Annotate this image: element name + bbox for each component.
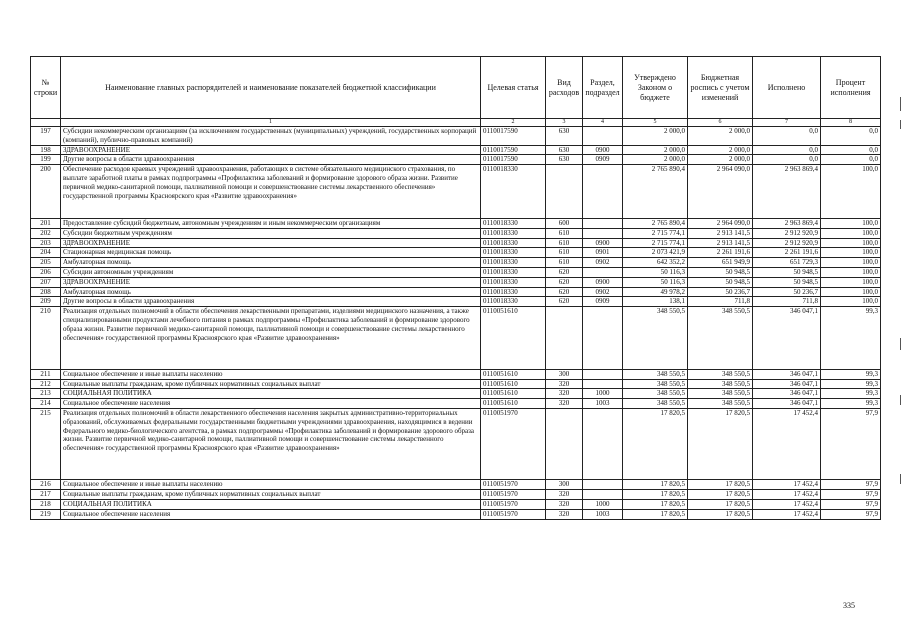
row-number-cell: 203 bbox=[31, 238, 61, 248]
approved-amount-cell: 348 550,5 bbox=[623, 399, 688, 409]
expense-kind-cell: 630 bbox=[546, 145, 583, 155]
percent-cell: 100,0 bbox=[821, 287, 881, 297]
row-number-cell: 207 bbox=[31, 277, 61, 287]
target-article-cell: 0110051970 bbox=[481, 509, 546, 519]
percent-cell: 100,0 bbox=[821, 277, 881, 287]
expense-kind-cell bbox=[546, 165, 583, 219]
table-row bbox=[31, 499, 881, 509]
table-row bbox=[31, 238, 881, 248]
target-article-cell: 0110051610 bbox=[481, 369, 546, 379]
indicator-name-cell: ЗДРАВООХРАНЕНИЕ bbox=[61, 145, 481, 155]
table-row bbox=[31, 509, 881, 519]
executed-amount-cell: 346 047,1 bbox=[753, 379, 821, 389]
row-number-cell: 197 bbox=[31, 127, 61, 146]
target-article-cell: 0110051610 bbox=[481, 379, 546, 389]
table-row bbox=[31, 389, 881, 399]
executed-amount-cell: 50 948,5 bbox=[753, 277, 821, 287]
target-article-cell: 0110018330 bbox=[481, 218, 546, 228]
target-article-cell: 0110018330 bbox=[481, 277, 546, 287]
schedule-amount-cell: 50 236,7 bbox=[688, 287, 753, 297]
percent-cell: 99,3 bbox=[821, 389, 881, 399]
page-number: 335 bbox=[843, 601, 855, 610]
column-number: 4 bbox=[583, 119, 623, 127]
row-number-cell: 204 bbox=[31, 248, 61, 258]
approved-amount-cell: 348 550,5 bbox=[623, 379, 688, 389]
percent-cell: 100,0 bbox=[821, 218, 881, 228]
table-row bbox=[31, 258, 881, 268]
percent-cell: 0,0 bbox=[821, 127, 881, 146]
indicator-name-cell: Субсидии автономным учреждениям bbox=[61, 267, 481, 277]
table-row bbox=[31, 490, 881, 500]
expense-kind-cell: 300 bbox=[546, 480, 583, 490]
indicator-name-cell: Стационарная медицинская помощь bbox=[61, 248, 481, 258]
table-row bbox=[31, 408, 881, 479]
row-number-cell: 213 bbox=[31, 389, 61, 399]
schedule-amount-cell: 2 000,0 bbox=[688, 145, 753, 155]
schedule-amount-cell: 2 261 191,6 bbox=[688, 248, 753, 258]
approved-amount-cell: 50 116,3 bbox=[623, 267, 688, 277]
budget-execution-table bbox=[30, 56, 881, 520]
indicator-name-cell: Реализация отдельных полномочий в области лекарственного обеспечения населения закрытых административно-территориальных образований, обслуживаемых федеральными государственными бюджетными учреждениями здравоохранения, находящимися в ведении Федерального медико-биологического агентства, в рамках подпрограммы «Профилактика заболеваний и формирование здорового образа жизни. Развитие первичной медико-санитарной помощи, паллиативной помощи и совершенствование системы лекарственного обеспечения» государственной программы Красноярского края «Развитие здравоохранения» bbox=[61, 408, 481, 479]
section-cell: 0909 bbox=[583, 155, 623, 165]
row-number-cell: 208 bbox=[31, 287, 61, 297]
executed-amount-cell: 50 236,7 bbox=[753, 287, 821, 297]
scan-edge-mark bbox=[900, 97, 901, 111]
row-number-cell: 205 bbox=[31, 258, 61, 268]
target-article-cell: 0110018330 bbox=[481, 248, 546, 258]
schedule-amount-cell: 50 948,5 bbox=[688, 277, 753, 287]
target-article-cell: 0110051610 bbox=[481, 399, 546, 409]
header-executed: Исполнено bbox=[753, 57, 821, 119]
percent-cell: 100,0 bbox=[821, 258, 881, 268]
approved-amount-cell: 138,1 bbox=[623, 297, 688, 307]
executed-amount-cell: 2 261 191,6 bbox=[753, 248, 821, 258]
row-number-cell: 201 bbox=[31, 218, 61, 228]
row-number-cell: 202 bbox=[31, 228, 61, 238]
approved-amount-cell: 50 116,3 bbox=[623, 277, 688, 287]
approved-amount-cell: 17 820,5 bbox=[623, 509, 688, 519]
approved-amount-cell: 642 352,2 bbox=[623, 258, 688, 268]
executed-amount-cell: 2 912 920,9 bbox=[753, 228, 821, 238]
header-percent: Процент исполнения bbox=[821, 57, 881, 119]
expense-kind-cell: 620 bbox=[546, 297, 583, 307]
schedule-amount-cell: 2 964 090,0 bbox=[688, 218, 753, 228]
approved-amount-cell: 2 765 890,4 bbox=[623, 165, 688, 219]
table-row bbox=[31, 369, 881, 379]
expense-kind-cell: 630 bbox=[546, 127, 583, 146]
column-number: 1 bbox=[61, 119, 481, 127]
schedule-amount-cell: 2 913 141,5 bbox=[688, 228, 753, 238]
target-article-cell: 0110018330 bbox=[481, 287, 546, 297]
schedule-amount-cell: 2 913 141,5 bbox=[688, 238, 753, 248]
table-row bbox=[31, 379, 881, 389]
row-number-cell: 206 bbox=[31, 267, 61, 277]
table-row bbox=[31, 145, 881, 155]
indicator-name-cell: Субсидии некоммерческим организациям (за исключением государственных (муниципальных) учреждений, государственных корпораций (компаний), публично-правовых компаний) bbox=[61, 127, 481, 146]
indicator-name-cell: Социальное обеспечение и иные выплаты населению bbox=[61, 480, 481, 490]
row-number-cell: 219 bbox=[31, 509, 61, 519]
executed-amount-cell: 17 452,4 bbox=[753, 408, 821, 479]
executed-amount-cell: 17 452,4 bbox=[753, 499, 821, 509]
indicator-name-cell: ЗДРАВООХРАНЕНИЕ bbox=[61, 238, 481, 248]
column-number: 8 bbox=[821, 119, 881, 127]
schedule-amount-cell: 2 964 090,0 bbox=[688, 165, 753, 219]
target-article-cell: 0110018330 bbox=[481, 297, 546, 307]
executed-amount-cell: 2 963 869,4 bbox=[753, 165, 821, 219]
approved-amount-cell: 49 978,2 bbox=[623, 287, 688, 297]
column-number bbox=[31, 119, 61, 127]
percent-cell: 100,0 bbox=[821, 228, 881, 238]
section-cell: 0900 bbox=[583, 238, 623, 248]
executed-amount-cell: 0,0 bbox=[753, 155, 821, 165]
expense-kind-cell: 320 bbox=[546, 490, 583, 500]
approved-amount-cell: 2 715 774,1 bbox=[623, 238, 688, 248]
expense-kind-cell: 610 bbox=[546, 258, 583, 268]
row-number-cell: 211 bbox=[31, 369, 61, 379]
schedule-amount-cell: 17 820,5 bbox=[688, 408, 753, 479]
section-cell bbox=[583, 408, 623, 479]
section-cell bbox=[583, 267, 623, 277]
section-cell: 1003 bbox=[583, 509, 623, 519]
table-row bbox=[31, 277, 881, 287]
approved-amount-cell: 17 820,5 bbox=[623, 499, 688, 509]
section-cell: 0909 bbox=[583, 297, 623, 307]
section-cell bbox=[583, 490, 623, 500]
indicator-name-cell: СОЦИАЛЬНАЯ ПОЛИТИКА bbox=[61, 499, 481, 509]
executed-amount-cell: 17 452,4 bbox=[753, 490, 821, 500]
percent-cell: 99,3 bbox=[821, 379, 881, 389]
schedule-amount-cell: 17 820,5 bbox=[688, 490, 753, 500]
header-target-article: Целевая статья bbox=[481, 57, 546, 119]
row-number-cell: 210 bbox=[31, 307, 61, 370]
percent-cell: 99,3 bbox=[821, 369, 881, 379]
section-cell bbox=[583, 218, 623, 228]
schedule-amount-cell: 711,8 bbox=[688, 297, 753, 307]
percent-cell: 0,0 bbox=[821, 145, 881, 155]
section-cell bbox=[583, 127, 623, 146]
expense-kind-cell bbox=[546, 408, 583, 479]
section-cell bbox=[583, 228, 623, 238]
percent-cell: 0,0 bbox=[821, 155, 881, 165]
schedule-amount-cell: 348 550,5 bbox=[688, 399, 753, 409]
table-row bbox=[31, 218, 881, 228]
section-cell bbox=[583, 165, 623, 219]
expense-kind-cell: 620 bbox=[546, 287, 583, 297]
schedule-amount-cell: 17 820,5 bbox=[688, 480, 753, 490]
target-article-cell: 0110051970 bbox=[481, 480, 546, 490]
approved-amount-cell: 17 820,5 bbox=[623, 408, 688, 479]
approved-amount-cell: 2 073 421,9 bbox=[623, 248, 688, 258]
table-row bbox=[31, 307, 881, 370]
indicator-name-cell: Реализация отдельных полномочий в области обеспечения лекарственными препаратами, изделиями медицинского назначения, а также специализированными продуктами лечебного питания в рамках подпрограммы «Профилактика заболеваний и формирование здорового образа жизни. Развитие первичной медико-санитарной помощи, паллиативной помощи и совершенствование системы лекарственного обеспечения» государственной программы Красноярского края «Развитие здравоохранения» bbox=[61, 307, 481, 370]
schedule-amount-cell: 50 948,5 bbox=[688, 267, 753, 277]
indicator-name-cell: Социальное обеспечение населения bbox=[61, 399, 481, 409]
approved-amount-cell: 2 765 890,4 bbox=[623, 218, 688, 228]
row-number-cell: 215 bbox=[31, 408, 61, 479]
table-row bbox=[31, 267, 881, 277]
target-article-cell: 0110051970 bbox=[481, 490, 546, 500]
target-article-cell: 0110018330 bbox=[481, 228, 546, 238]
section-cell bbox=[583, 480, 623, 490]
expense-kind-cell: 320 bbox=[546, 389, 583, 399]
executed-amount-cell: 346 047,1 bbox=[753, 369, 821, 379]
percent-cell: 97,9 bbox=[821, 490, 881, 500]
row-number-cell: 212 bbox=[31, 379, 61, 389]
column-number-row bbox=[31, 119, 881, 127]
approved-amount-cell: 2 715 774,1 bbox=[623, 228, 688, 238]
table-row bbox=[31, 155, 881, 165]
percent-cell: 100,0 bbox=[821, 165, 881, 219]
schedule-amount-cell: 348 550,5 bbox=[688, 369, 753, 379]
approved-amount-cell: 2 000,0 bbox=[623, 155, 688, 165]
percent-cell: 100,0 bbox=[821, 248, 881, 258]
section-cell: 0901 bbox=[583, 248, 623, 258]
scan-edge-mark bbox=[900, 338, 901, 350]
percent-cell: 99,3 bbox=[821, 307, 881, 370]
section-cell: 0900 bbox=[583, 145, 623, 155]
target-article-cell: 0110018330 bbox=[481, 165, 546, 219]
indicator-name-cell: Социальное обеспечение населения bbox=[61, 509, 481, 519]
schedule-amount-cell: 2 000,0 bbox=[688, 127, 753, 146]
table-row bbox=[31, 127, 881, 146]
executed-amount-cell: 346 047,1 bbox=[753, 307, 821, 370]
approved-amount-cell: 17 820,5 bbox=[623, 480, 688, 490]
expense-kind-cell: 300 bbox=[546, 369, 583, 379]
column-number: 3 bbox=[546, 119, 583, 127]
indicator-name-cell: Социальное обеспечение и иные выплаты населению bbox=[61, 369, 481, 379]
header-approved: Утверждено Законом о бюджете bbox=[623, 57, 688, 119]
row-number-cell: 218 bbox=[31, 499, 61, 509]
schedule-amount-cell: 17 820,5 bbox=[688, 509, 753, 519]
column-number: 6 bbox=[688, 119, 753, 127]
percent-cell: 100,0 bbox=[821, 297, 881, 307]
expense-kind-cell: 320 bbox=[546, 509, 583, 519]
expense-kind-cell: 630 bbox=[546, 155, 583, 165]
percent-cell: 97,9 bbox=[821, 509, 881, 519]
approved-amount-cell: 17 820,5 bbox=[623, 490, 688, 500]
schedule-amount-cell: 348 550,5 bbox=[688, 307, 753, 370]
executed-amount-cell: 711,8 bbox=[753, 297, 821, 307]
section-cell bbox=[583, 379, 623, 389]
executed-amount-cell: 17 452,4 bbox=[753, 509, 821, 519]
section-cell: 1000 bbox=[583, 499, 623, 509]
column-number: 7 bbox=[753, 119, 821, 127]
indicator-name-cell: Обеспечение расходов краевых учреждений здравоохранения, работающих в системе обязательного медицинского страхования, по выплате заработной платы в рамках подпрограммы «Профилактика заболеваний и формирование здорового образа жизни. Развитие первичной медико-санитарной помощи, паллиативной помощи и совершенствование системы лекарственного обеспечения» государственной программы Красноярского края «Развитие здравоохранения» bbox=[61, 165, 481, 219]
section-cell: 0902 bbox=[583, 287, 623, 297]
section-cell bbox=[583, 369, 623, 379]
indicator-name-cell: Другие вопросы в области здравоохранения bbox=[61, 297, 481, 307]
expense-kind-cell: 610 bbox=[546, 248, 583, 258]
target-article-cell: 0110017590 bbox=[481, 155, 546, 165]
schedule-amount-cell: 348 550,5 bbox=[688, 389, 753, 399]
executed-amount-cell: 17 452,4 bbox=[753, 480, 821, 490]
approved-amount-cell: 2 000,0 bbox=[623, 127, 688, 146]
target-article-cell: 0110017590 bbox=[481, 145, 546, 155]
header-budget-schedule: Бюджетная роспись с учетом изменений bbox=[688, 57, 753, 119]
row-number-cell: 214 bbox=[31, 399, 61, 409]
section-cell: 1003 bbox=[583, 399, 623, 409]
indicator-name-cell: Другие вопросы в области здравоохранения bbox=[61, 155, 481, 165]
table-row bbox=[31, 480, 881, 490]
approved-amount-cell: 348 550,5 bbox=[623, 389, 688, 399]
schedule-amount-cell: 17 820,5 bbox=[688, 499, 753, 509]
executed-amount-cell: 0,0 bbox=[753, 145, 821, 155]
table-row bbox=[31, 165, 881, 219]
schedule-amount-cell: 348 550,5 bbox=[688, 379, 753, 389]
column-number: 2 bbox=[481, 119, 546, 127]
scan-edge-mark bbox=[900, 120, 901, 129]
percent-cell: 99,3 bbox=[821, 399, 881, 409]
executed-amount-cell: 50 948,5 bbox=[753, 267, 821, 277]
approved-amount-cell: 2 000,0 bbox=[623, 145, 688, 155]
expense-kind-cell bbox=[546, 307, 583, 370]
percent-cell: 97,9 bbox=[821, 499, 881, 509]
target-article-cell: 0110018330 bbox=[481, 238, 546, 248]
indicator-name-cell: Социальные выплаты гражданам, кроме публичных нормативных социальных выплат bbox=[61, 490, 481, 500]
expense-kind-cell: 620 bbox=[546, 267, 583, 277]
executed-amount-cell: 2 912 920,9 bbox=[753, 238, 821, 248]
row-number-cell: 209 bbox=[31, 297, 61, 307]
row-number-cell: 200 bbox=[31, 165, 61, 219]
target-article-cell: 0110017590 bbox=[481, 127, 546, 146]
table-row bbox=[31, 228, 881, 238]
indicator-name-cell: СОЦИАЛЬНАЯ ПОЛИТИКА bbox=[61, 389, 481, 399]
scan-edge-mark bbox=[900, 474, 901, 484]
header-name: Наименование главных распорядителей и наименование показателей бюджетной классификации bbox=[61, 57, 481, 119]
row-number-cell: 217 bbox=[31, 490, 61, 500]
table-row bbox=[31, 399, 881, 409]
row-number-cell: 199 bbox=[31, 155, 61, 165]
column-number: 5 bbox=[623, 119, 688, 127]
approved-amount-cell: 348 550,5 bbox=[623, 369, 688, 379]
target-article-cell: 0110018330 bbox=[481, 267, 546, 277]
indicator-name-cell: Амбулаторная помощь bbox=[61, 258, 481, 268]
header-row-number: № строки bbox=[31, 57, 61, 119]
indicator-name-cell: Амбулаторная помощь bbox=[61, 287, 481, 297]
section-cell bbox=[583, 307, 623, 370]
executed-amount-cell: 651 729,3 bbox=[753, 258, 821, 268]
expense-kind-cell: 320 bbox=[546, 499, 583, 509]
schedule-amount-cell: 2 000,0 bbox=[688, 155, 753, 165]
target-article-cell: 0110018330 bbox=[481, 258, 546, 268]
expense-kind-cell: 320 bbox=[546, 379, 583, 389]
expense-kind-cell: 610 bbox=[546, 238, 583, 248]
indicator-name-cell: Субсидии бюджетным учреждениям bbox=[61, 228, 481, 238]
executed-amount-cell: 346 047,1 bbox=[753, 399, 821, 409]
table-row bbox=[31, 287, 881, 297]
expense-kind-cell: 320 bbox=[546, 399, 583, 409]
section-cell: 0900 bbox=[583, 277, 623, 287]
executed-amount-cell: 346 047,1 bbox=[753, 389, 821, 399]
table-row bbox=[31, 297, 881, 307]
percent-cell: 97,9 bbox=[821, 480, 881, 490]
row-number-cell: 198 bbox=[31, 145, 61, 155]
target-article-cell: 0110051970 bbox=[481, 499, 546, 509]
percent-cell: 100,0 bbox=[821, 267, 881, 277]
indicator-name-cell: Социальные выплаты гражданам, кроме публичных нормативных социальных выплат bbox=[61, 379, 481, 389]
approved-amount-cell: 348 550,5 bbox=[623, 307, 688, 370]
header-expense-kind: Вид расходов bbox=[546, 57, 583, 119]
section-cell: 1000 bbox=[583, 389, 623, 399]
target-article-cell: 0110051610 bbox=[481, 389, 546, 399]
header-row bbox=[31, 57, 881, 119]
percent-cell: 100,0 bbox=[821, 238, 881, 248]
header-section: Раздел, подраздел bbox=[583, 57, 623, 119]
executed-amount-cell: 2 963 869,4 bbox=[753, 218, 821, 228]
percent-cell: 97,9 bbox=[821, 408, 881, 479]
indicator-name-cell: Предоставление субсидий бюджетным, автономным учреждениям и иным некоммерческим организациям bbox=[61, 218, 481, 228]
indicator-name-cell: ЗДРАВООХРАНЕНИЕ bbox=[61, 277, 481, 287]
scan-edge-mark bbox=[900, 395, 901, 405]
target-article-cell: 0110051970 bbox=[481, 408, 546, 479]
table-row bbox=[31, 248, 881, 258]
section-cell: 0902 bbox=[583, 258, 623, 268]
executed-amount-cell: 0,0 bbox=[753, 127, 821, 146]
schedule-amount-cell: 651 949,9 bbox=[688, 258, 753, 268]
target-article-cell: 0110051610 bbox=[481, 307, 546, 370]
row-number-cell: 216 bbox=[31, 480, 61, 490]
expense-kind-cell: 610 bbox=[546, 228, 583, 238]
expense-kind-cell: 620 bbox=[546, 277, 583, 287]
expense-kind-cell: 600 bbox=[546, 218, 583, 228]
